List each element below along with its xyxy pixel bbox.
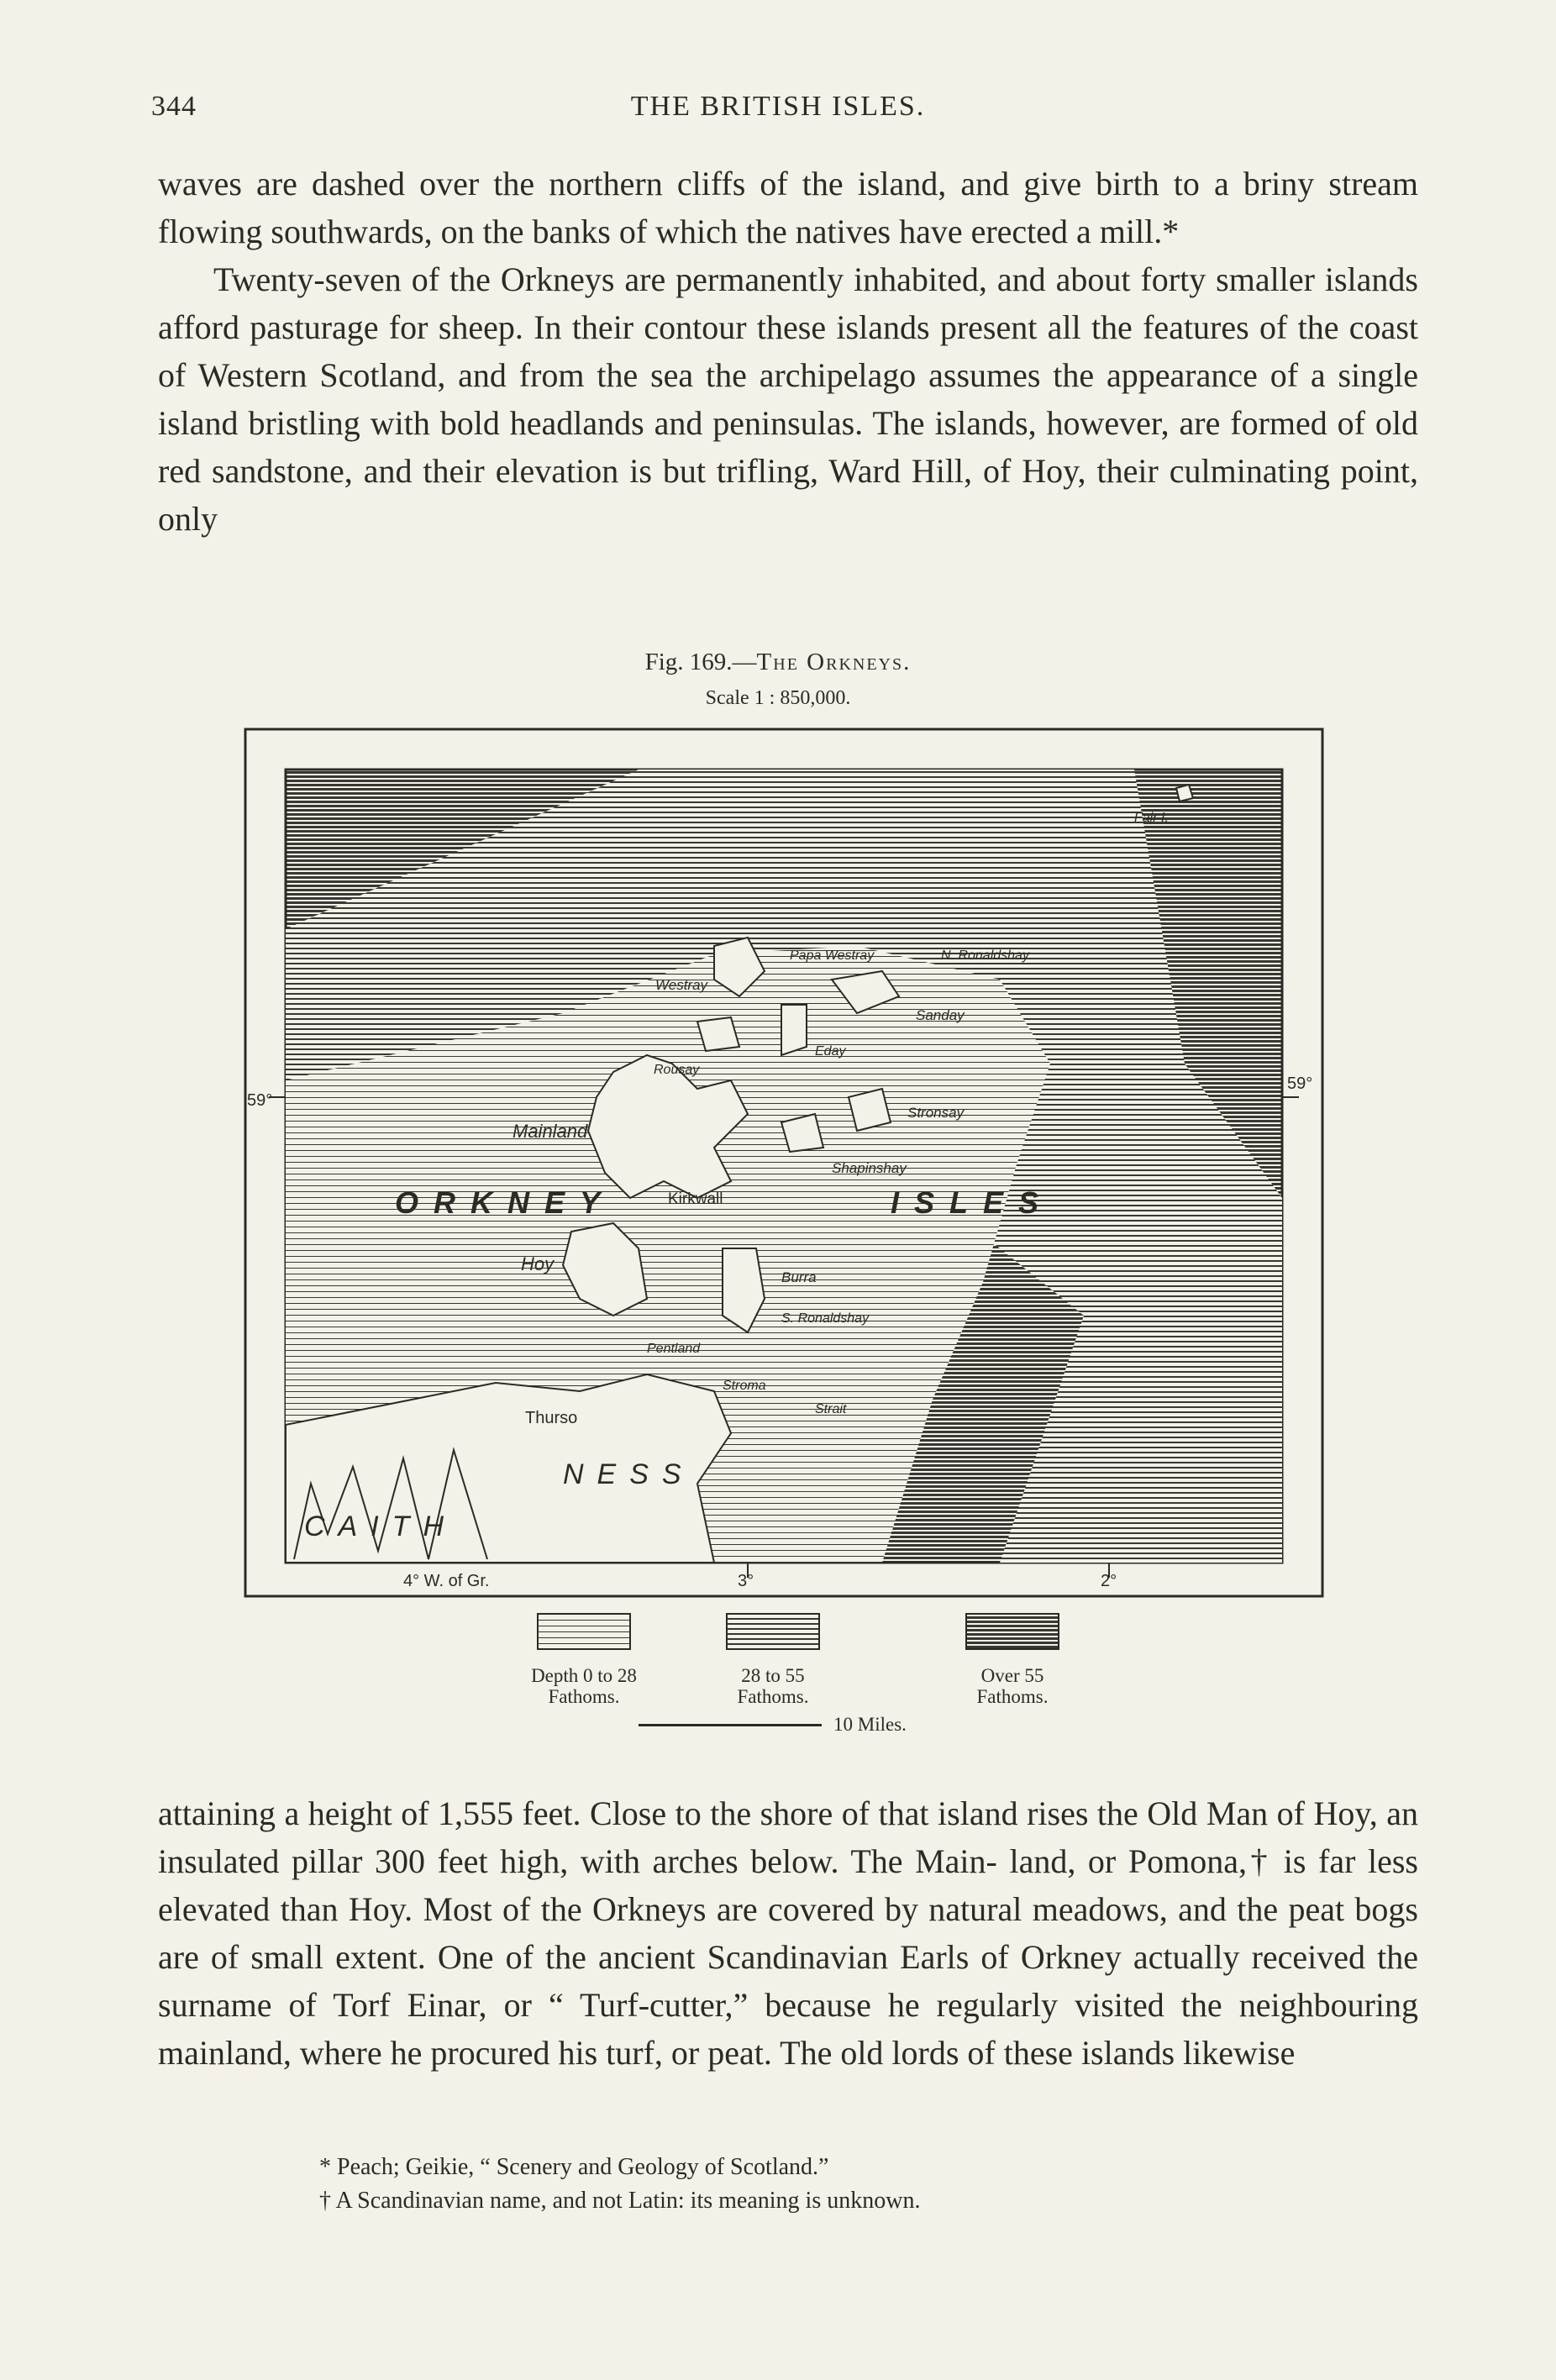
map-label-hoy: Hoy [521, 1253, 555, 1274]
miles-scale-bar [639, 1724, 822, 1726]
legend-mid [672, 1613, 874, 1707]
lon-label-3: 3° [738, 1572, 754, 1590]
figure-caption [0, 649, 1556, 676]
map-label-strait: Strait [815, 1402, 847, 1416]
text-line: Man of Hoy, an insulated pillar 300 feet high, with arches below. The Main- [158, 1794, 1419, 1880]
top-text-block [158, 160, 1418, 543]
legend-label: Fathoms. [737, 1686, 809, 1707]
map-label-thurso: Thurso [525, 1409, 578, 1427]
eday-island [781, 1005, 807, 1055]
map-label-caithness-right: NESS [563, 1458, 695, 1490]
text-line: mill.* [1099, 213, 1180, 250]
stronsay-island [849, 1089, 891, 1131]
text-line: all the features of the coast of Western Scotland, and from the sea the archipelago [158, 308, 1418, 394]
running-head: THE BRITISH ISLES. [630, 91, 926, 122]
footnotes [319, 2151, 1327, 2218]
map-label-westray: Westray [655, 977, 708, 993]
legend-label: Over 55 [980, 1665, 1044, 1686]
text-line: assumes the appearance of a single island bristling with bold headlands and [158, 356, 1419, 442]
legend-swatch-mid [726, 1613, 820, 1650]
bottom-text-block [158, 1789, 1418, 2077]
legend-swatch-shallow [537, 1613, 631, 1650]
rousay-island [697, 1017, 739, 1051]
text-line: Twenty-seven of the Orkneys are permanently inhabited, and about forty [213, 260, 1206, 298]
text-line: Einar, or “ Turf-cutter,” because he regularly visited the neighbouring mainland, [158, 1986, 1419, 2072]
paragraph-continued [158, 160, 1418, 255]
legend-label: 28 to 55 [741, 1665, 805, 1686]
paragraph-orkneys [158, 255, 1418, 543]
orkney-map [244, 728, 1324, 1598]
map-label-stroma: Stroma [723, 1379, 766, 1393]
map-label-caithness-left: CAITH [304, 1510, 457, 1542]
map-label-orkney: ORKNEY [395, 1185, 616, 1220]
legend-label: Fathoms. [548, 1686, 620, 1707]
map-label-pentland: Pentland [647, 1342, 701, 1356]
map-label-n-ronaldshay: N. Ronaldshay [941, 948, 1029, 963]
text-line: attaining a height of 1,555 feet. Close to the shore of that island rises the Old [158, 1794, 1198, 1832]
figure-title: The Orkneys. [756, 649, 912, 675]
lon-label-4: 4° W. of Gr. [403, 1572, 490, 1590]
map-label-burra: Burra [781, 1269, 817, 1285]
map-label-papa-westray: Papa Westray [790, 948, 875, 963]
text-line: land, or Pomona,† is far less elevated than Hoy. Most of the Orkneys are [158, 1842, 1418, 1928]
map-label-shapinshay: Shapinshay [832, 1160, 907, 1176]
figure-number: Fig. 169.— [644, 649, 757, 675]
text-line: elevation is but trifling, Ward Hill, of Hoy, their culminating point, only [158, 452, 1419, 538]
legend-deep [912, 1613, 1113, 1707]
legend-label: Depth 0 to 28 [531, 1665, 637, 1686]
page-number: 344 [151, 91, 197, 122]
text-line: peninsulas. The islands, however, are formed of old red sandstone, and their [158, 404, 1419, 490]
text-line: the ancient Scandinavian Earls of Orkney actually received the surname of Torf [158, 1938, 1418, 2024]
map-label-fair-isle: Fair I. [1134, 811, 1169, 825]
text-line: covered by natural meadows, and the peat bogs are of small extent. One of [158, 1890, 1418, 1976]
footnote: * Peach; Geikie, “ Scenery and Geology of Scotland.” [319, 2154, 829, 2180]
legend-swatch-deep [965, 1613, 1059, 1650]
map-label-isles: ISLES [891, 1185, 1054, 1220]
lat-label-left: 59° [247, 1091, 273, 1110]
lon-label-2: 2° [1101, 1572, 1117, 1590]
text-line: smaller islands afford pasturage for sheep. In their contour these islands present [158, 260, 1418, 346]
footnote: † A Scandinavian name, and not Latin: its meaning is unknown. [319, 2188, 921, 2214]
lat-label-right: 59° [1287, 1074, 1313, 1093]
miles-scale-label: 10 Miles. [833, 1714, 907, 1735]
map-label-mainland: Mainland [513, 1121, 588, 1142]
map-label-s-ronaldshay: S. Ronaldshay [781, 1311, 870, 1326]
text-line: waves are dashed over the northern cliffs of the island, and give birth to a briny [158, 165, 1315, 202]
figure-scale: Scale 1 : 850,000. [705, 687, 851, 709]
miles-scale [639, 1714, 1008, 1736]
map-label-rousay: Rousay [654, 1063, 700, 1077]
paragraph-hoy [158, 1789, 1418, 2077]
legend-label: Fathoms. [976, 1686, 1049, 1707]
map-label-sanday: Sanday [916, 1007, 965, 1023]
text-line: where he procured his turf, or peat. The old lords of these islands likewise [299, 2034, 1296, 2072]
map-label-stronsay: Stronsay [907, 1105, 965, 1121]
text-line: stream flowing southwards, on the banks of which the natives have erected a [158, 165, 1419, 250]
legend-shallow [483, 1613, 685, 1707]
map-label-kirkwall: Kirkwall [668, 1190, 723, 1208]
map-label-eday: Eday [815, 1044, 846, 1059]
